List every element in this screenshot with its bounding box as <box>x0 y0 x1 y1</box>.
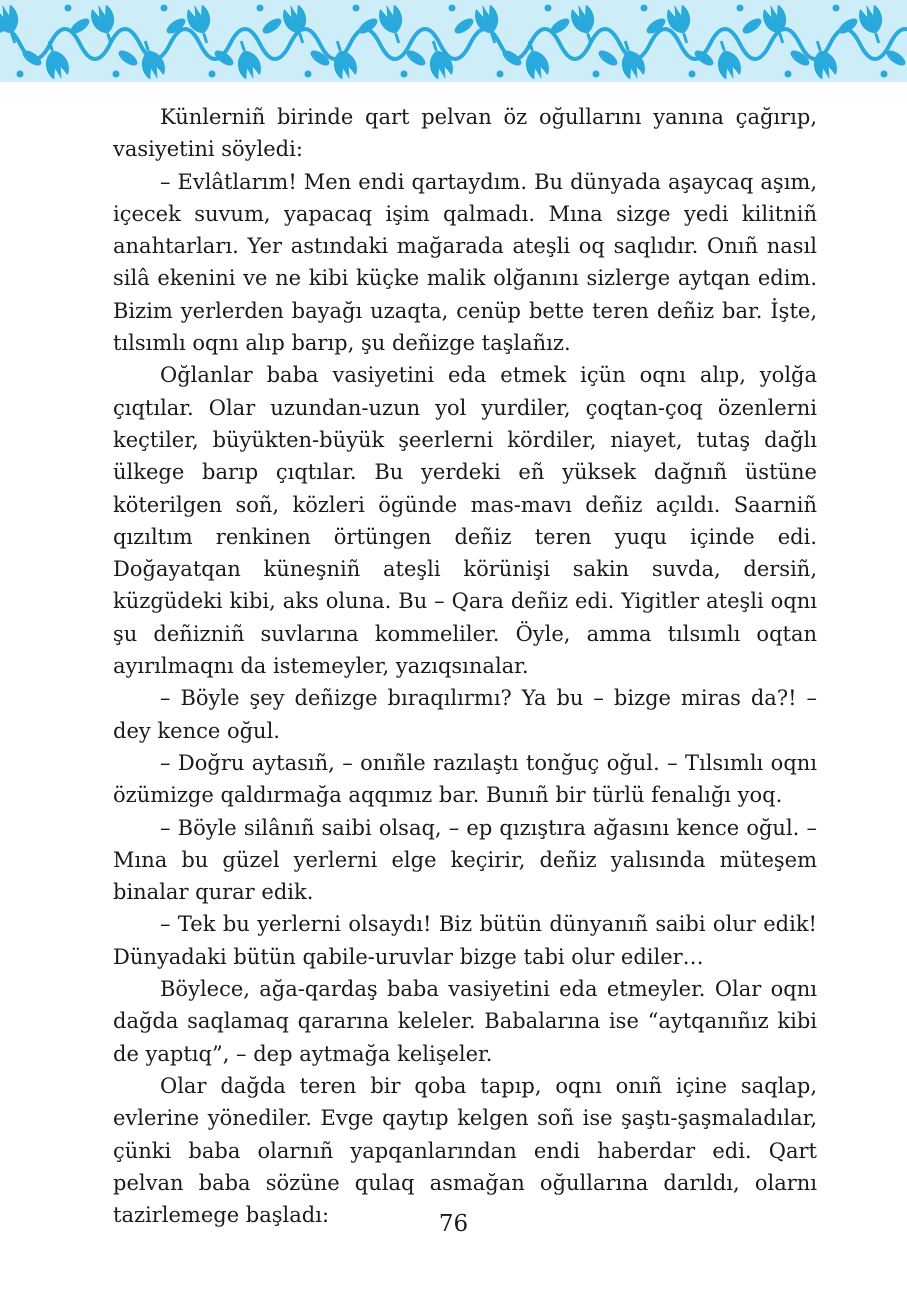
floral-ornament-banner <box>0 0 907 82</box>
paragraph-4: – Böyle şey deñizge bıraqılırmı? Ya bu – bizge miras da?! – dey kence oğul. <box>113 686 817 743</box>
paragraph-3: Oğlanlar baba vasiyetini eda etmek içün oqnı alıp, yolğa çıqtılar. Olar uzundan-uzun yol yurdiler, çoqtan-çoq özenlerni keçtiler, büyükten-büyük şeerlerni kördiler, niayet, tutaş dağlı ülkege barıp çıqtılar. Bu yerdeki eñ yüksek dağnıñ üstüne köterilgen soñ, közleri ögünde mas-mavı deñiz açıldı. Saarniñ qızıltım renkinen örtüngen deñiz teren yuqu içinde edi. Doğayatqan küneşniñ ateşli körünişi sakin suvda, dersiñ, küzgüdeki kibi, aks oluna. Bu – Qara deñiz edi. Yigitler ateşli oqnı şu deñizniñ suvlarına kommeliler. Öyle, amma tılsımlı oqtan ayırılmaqnı da istemeyler, yazıqsınalar. <box>113 363 817 679</box>
paragraph-1: Künlerniñ birinde qart pelvan öz oğullarını yanına çağırıp, vasiyetini söyledi: <box>113 105 817 162</box>
paragraph-8: Böylece, ağa-qardaş baba vasiyetini eda etmeyler. Olar oqnı dağda saqlamaq qararına keleler. Babalarına ise “aytqanıñız kibi de yaptıq”, – dep aytmağa kelişeler. <box>113 977 817 1066</box>
paragraph-7: – Tek bu yerlerni olsaydı! Biz bütün dünyanıñ saibi olur edik! Dünyadaki bütün qabile-uruvlar bizge tabi olur ediler… <box>113 912 817 969</box>
story-text <box>113 101 817 1231</box>
paragraph-2: – Evlâtlarım! Men endi qartaydım. Bu dünyada aşaycaq aşım, içecek suvum, yapacaq işim qalmadı. Mına sizge yedi kilitniñ anahtarları. Yer astındaki mağarada ateşli oq saqlıdır. Onıñ nasıl silâ ekenini ve ne kibi küçke malik olğanını sizlerge aytqan edim. Bizim yerlerden bayağı uzaqta, cenüp bette teren deñiz bar. İşte, tılsımlı oqnı alıp barıp, şu deñizge taşlañız. <box>113 169 817 356</box>
paragraph-6: – Böyle silânıñ saibi olsaq, – ep qızıştıra ağasını kence oğul. – Mına bu güzel yerlerni elge keçirir, deñiz yalısında müteşem binalar qurar edik. <box>113 815 817 905</box>
page-number: 76 <box>438 1211 469 1237</box>
paragraph-5: – Doğru aytasıñ, – onıñle razılaştı tonğuç oğul. – Tılsımlı oqnı özümizge qaldırmağa aqqımız bar. Bunıñ bir türlü fenalığı yoq. <box>113 750 817 808</box>
floral-ornament-icon <box>0 0 907 82</box>
paragraph-9: Olar dağda teren bir qoba tapıp, oqnı onıñ içine saqlap, evlerine yönediler. Evge qaytıp kelgen soñ ise şaştı-şaşmaladılar, çünki baba olarnıñ yapqanlarından endi haberdar edi. Qart pelvan baba sözüne qulaq asmağan oğullarına darıldı, olarnı tazirlemege başladı: <box>113 1073 817 1228</box>
